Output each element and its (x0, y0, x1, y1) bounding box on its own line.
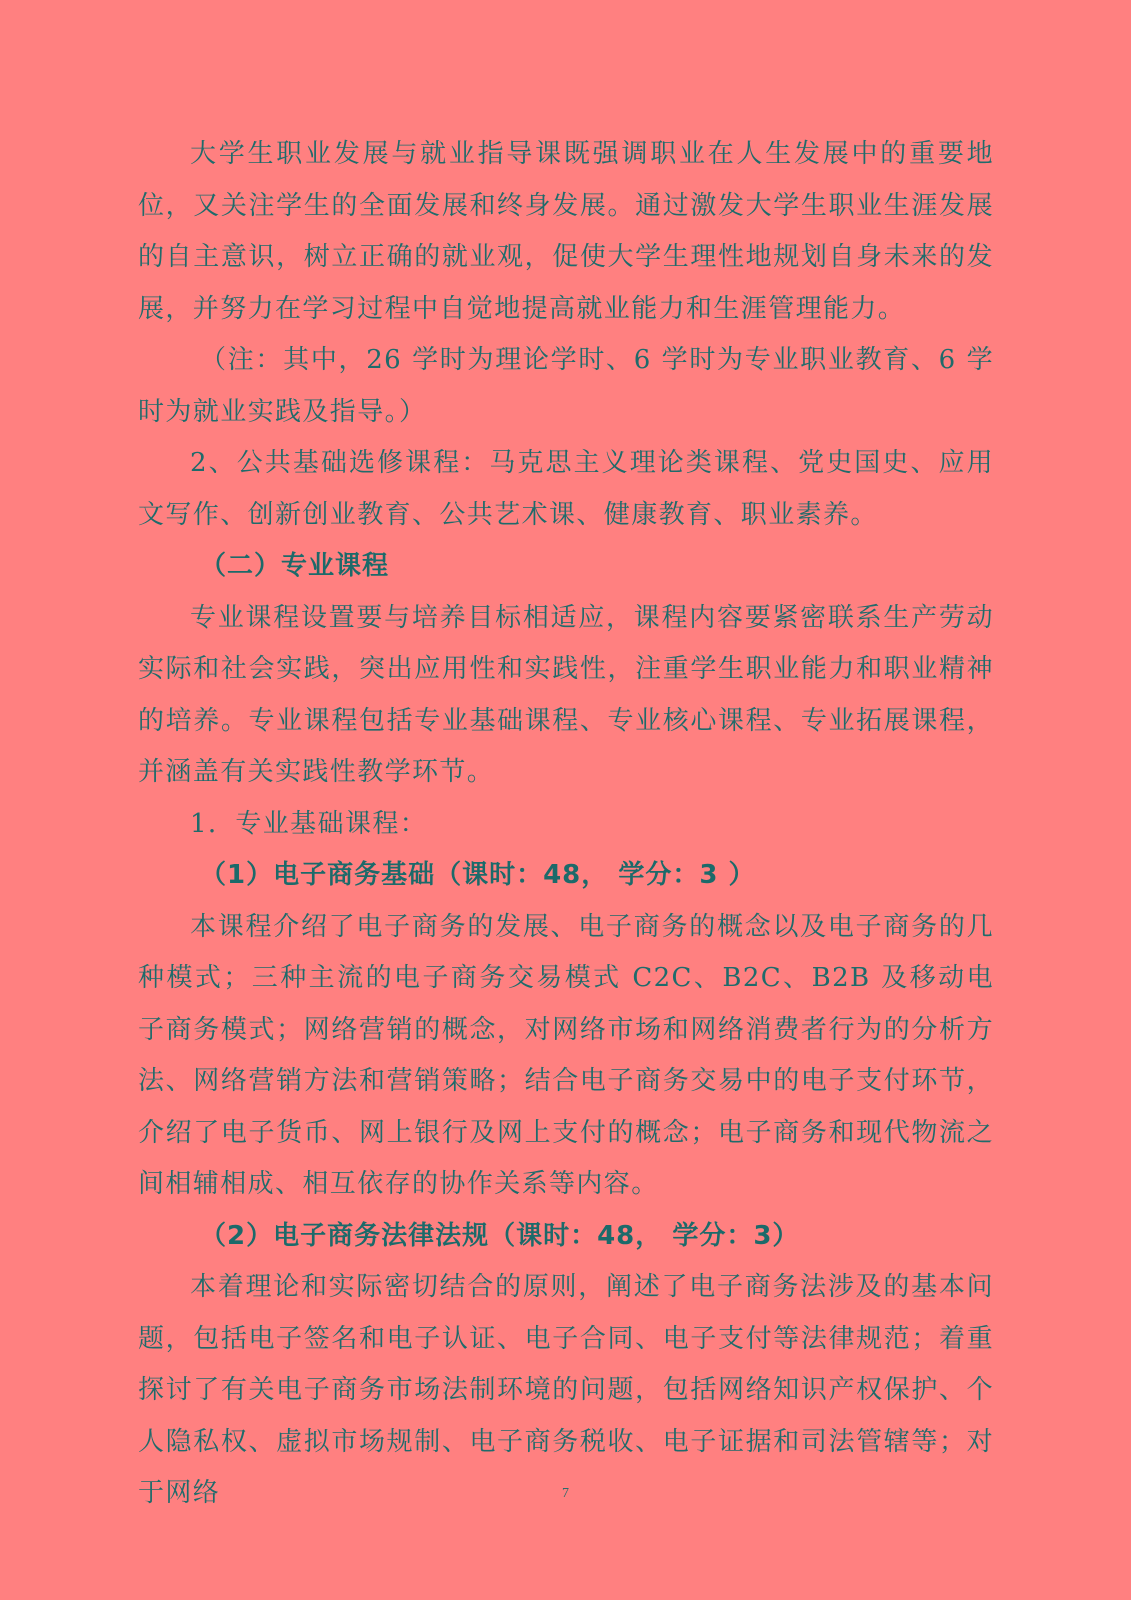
paragraph-professional-courses: 专业课程设置要与培养目标相适应，课程内容要紧密联系生产劳动实际和社会实践，突出应用性和实践性，注重学生职业能力和职业精神的培养。专业课程包括专业基础课程、专业核心课程、专业拓展课程，并涵盖有关实践性教学环节。 (138, 602, 994, 787)
paragraph-note-hours: （注：其中，26 学时为理论学时、6 学时为专业职业教育、6 学时为就业实践及指导。） (138, 345, 994, 427)
paragraph-ecommerce-law: 本着理论和实际密切结合的原则，阐述了电子商务法涉及的基本问题，包括电子签名和电子认证、电子合同、电子支付等法律规范；着重探讨了有关电子商务市场法制环境的问题，包括网络知识产权保护、个人隐私权、虚拟市场规制、电子商务税收、电子证据和司法管辖等；对于网络 (138, 1272, 994, 1508)
page-number: 7 (562, 1486, 569, 1501)
course-heading-ecommerce-law: （2）电子商务法律法规（课时：48， 学分：3） (200, 1220, 800, 1251)
paragraph-career-course: 大学生职业发展与就业指导课既强调职业在人生发展中的重要地位，又关注学生的全面发展和终身发展。通过激发大学生职业生涯发展的自主意识，树立正确的就业观，促使大学生理性地规划自身未来的发展，并努力在学习过程中自觉地提高就业能力和生涯管理能力。 (138, 139, 994, 324)
document-body (138, 129, 994, 1520)
course-heading-ecommerce-basics: （1）电子商务基础（课时：48， 学分：3 ） (200, 860, 756, 890)
paragraph-public-electives: 2、公共基础选修课程：马克思主义理论类课程、党史国史、应用文写作、创新创业教育、公共艺术课、健康教育、职业素养。 (138, 448, 994, 530)
section-heading-professional-courses: （二）专业课程 (200, 551, 390, 581)
paragraph-ecommerce-basics: 本课程介绍了电子商务的发展、电子商务的概念以及电子商务的几种模式；三种主流的电子商务交易模式 C2C、B2C、B2B 及移动电子商务模式；网络营销的概念，对网络市场和网络消费者行为的分析方法、网络营销方法和营销策略；结合电子商务交易中的电子支付环节，介绍了电子货币、网上银行及网上支付的概念；电子商务和现代物流之间相辅相成、相互依存的协作关系等内容。 (138, 911, 994, 1199)
subheading-foundation-courses: 1．专业基础课程： (190, 808, 428, 839)
